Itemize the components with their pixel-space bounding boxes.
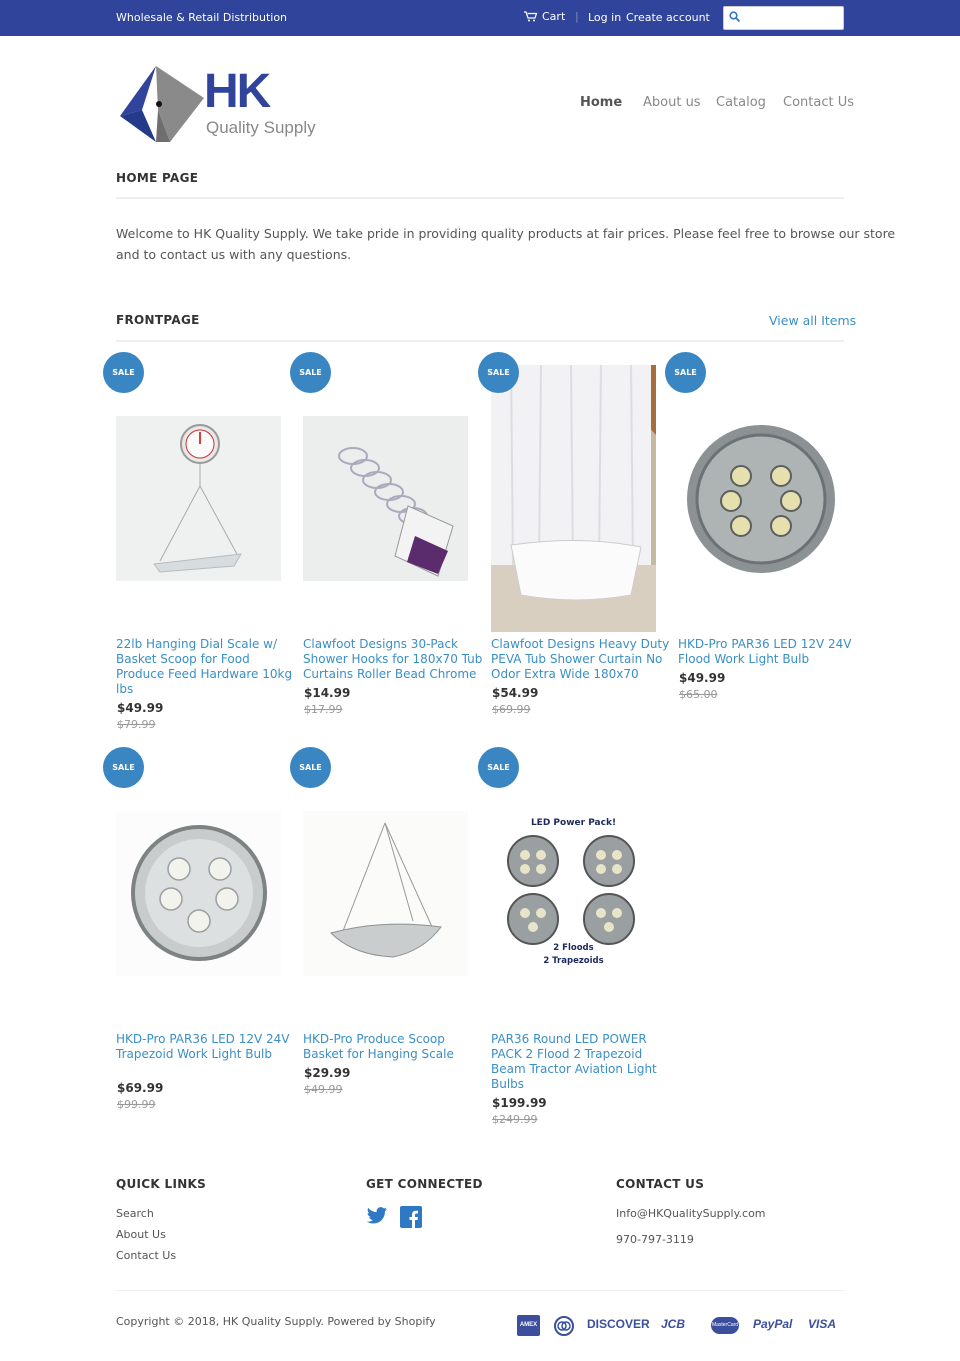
paypal-icon: PayPal: [753, 1317, 793, 1331]
cart-icon: [524, 11, 537, 22]
product-compare-price: $249.99: [492, 1113, 538, 1126]
power-pack-line2: 2 Trapezoids: [543, 956, 604, 966]
product-price: $49.99: [117, 701, 164, 715]
product-price: $49.99: [679, 671, 726, 685]
product-compare-price: $69.99: [492, 703, 531, 716]
sale-badge: SALE: [290, 747, 331, 788]
nav-contact[interactable]: Contact Us: [783, 95, 854, 110]
sale-badge: SALE: [478, 352, 519, 393]
logo-hk: HK: [204, 65, 270, 118]
product-compare-price: $65.00: [679, 688, 718, 701]
product-price: $199.99: [492, 1096, 547, 1110]
frontpage-title: FRONTPAGE: [116, 313, 200, 327]
jcb-icon: JCB: [661, 1317, 686, 1331]
discover-icon: DISCOVER: [587, 1317, 650, 1331]
product-title[interactable]: Clawfoot Designs 30-Pack Shower Hooks for 180x70 Tub Curtains Roller Bead Chrome: [303, 637, 483, 681]
visa-icon: VISA: [808, 1317, 837, 1331]
create-account-link[interactable]: Create account: [626, 11, 710, 24]
power-pack-heading: LED Power Pack!: [530, 818, 617, 828]
contact-phone: 970-797-3119: [616, 1233, 694, 1246]
divider: [116, 340, 844, 342]
sale-badge: SALE: [478, 747, 519, 788]
product-image[interactable]: [303, 416, 468, 581]
sale-badge: SALE: [103, 352, 144, 393]
product-image[interactable]: [491, 365, 656, 632]
product-title[interactable]: HKD-Pro PAR36 LED 12V 24V Flood Work Light Bulb: [678, 637, 852, 666]
contact-title: CONTACT US: [616, 1177, 705, 1191]
product-title[interactable]: HKD-Pro Produce Scoop Basket for Hanging Scale: [303, 1032, 454, 1061]
product-price: $54.99: [492, 686, 539, 700]
diners-icon: [554, 1316, 574, 1336]
site-logo[interactable]: [118, 64, 328, 144]
cart-link[interactable]: [524, 10, 565, 23]
product-compare-price: $79.99: [117, 718, 156, 731]
mastercard-icon: MasterCard: [711, 1317, 739, 1334]
divider: [116, 197, 844, 199]
logo-mark-icon: [118, 64, 208, 144]
product-price: $14.99: [304, 686, 351, 700]
product-title[interactable]: Clawfoot Designs Heavy Duty PEVA Tub Shower Curtain No Odor Extra Wide 180x70: [491, 637, 670, 681]
nav-home[interactable]: Home: [580, 95, 623, 110]
product-compare-price: $17.99: [304, 703, 343, 716]
tagline: Wholesale & Retail Distribution: [116, 11, 288, 24]
sale-badge: SALE: [665, 352, 706, 393]
cart-label: Cart: [542, 10, 566, 23]
nav-about[interactable]: About us: [643, 95, 701, 110]
login-link[interactable]: Log in: [588, 11, 622, 24]
top-bar: [0, 0, 960, 36]
product-image[interactable]: [303, 811, 468, 976]
facebook-icon[interactable]: [400, 1206, 422, 1232]
product-image[interactable]: [678, 416, 843, 581]
copyright: Copyright © 2018, HK Quality Supply. Powered by Shopify: [116, 1315, 436, 1328]
product-image[interactable]: [491, 811, 656, 976]
search-input[interactable]: [746, 9, 840, 27]
sale-badge: SALE: [103, 747, 144, 788]
footer-link-search[interactable]: Search: [116, 1207, 154, 1220]
welcome-text: Welcome to HK Quality Supply. We take pride in providing quality products at fair prices. Please feel free to browse our store and to contact us with any questions.: [116, 226, 896, 262]
search-box[interactable]: [723, 6, 844, 30]
product-title[interactable]: HKD-Pro PAR36 LED 12V 24V Trapezoid Work Light Bulb: [116, 1032, 290, 1061]
footer-link-contact[interactable]: Contact Us: [116, 1249, 177, 1262]
product-title[interactable]: PAR36 Round LED POWER PACK 2 Flood 2 Trapezoid Beam Tractor Aviation Light Bulbs: [491, 1032, 657, 1091]
logo-subtitle: Quality Supply: [206, 118, 316, 137]
page-title: HOME PAGE: [116, 171, 199, 185]
product-compare-price: $99.99: [117, 1098, 156, 1111]
sale-badge: SALE: [290, 352, 331, 393]
footer-link-about[interactable]: About Us: [116, 1228, 166, 1241]
product-image[interactable]: [116, 811, 281, 976]
product-compare-price: $49.99: [304, 1083, 343, 1096]
search-icon[interactable]: [729, 11, 741, 23]
twitter-icon[interactable]: [366, 1206, 388, 1230]
quick-links-title: QUICK LINKS: [116, 1177, 207, 1191]
product-title[interactable]: 22lb Hanging Dial Scale w/ Basket Scoop for Food Produce Feed Hardware 10kg lbs: [116, 637, 293, 696]
nav-catalog[interactable]: Catalog: [716, 95, 766, 110]
view-all-link[interactable]: View all Items: [769, 313, 857, 328]
contact-email[interactable]: Info@HKQualitySupply.com: [616, 1207, 766, 1220]
product-price: $69.99: [117, 1081, 164, 1095]
amex-icon: AMEX: [517, 1315, 540, 1336]
get-connected-title: GET CONNECTED: [366, 1177, 483, 1191]
divider: |: [575, 10, 579, 23]
product-image[interactable]: [116, 416, 281, 581]
divider: [116, 1290, 844, 1291]
power-pack-line1: 2 Floods: [553, 943, 594, 953]
product-price: $29.99: [304, 1066, 351, 1080]
